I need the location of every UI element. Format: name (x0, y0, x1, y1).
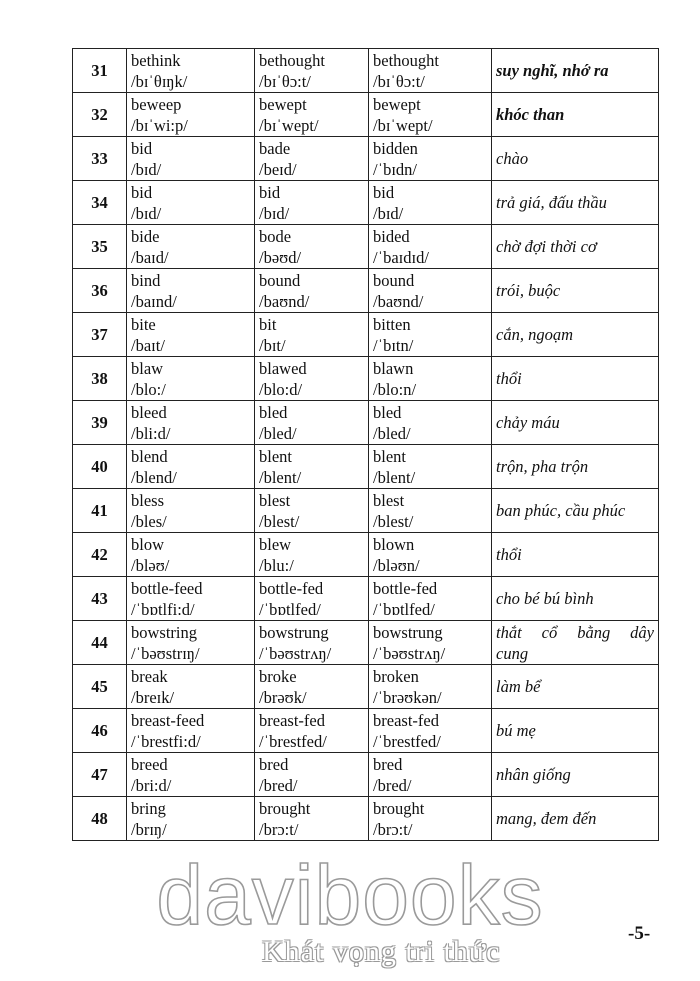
verb-number: 32 (73, 93, 127, 137)
meaning: trói, buộc (492, 269, 659, 313)
past-participle-ipa: /bɪˈθɔ:t/ (373, 71, 425, 91)
past-participle-cell (369, 621, 492, 665)
past-simple-cell (255, 577, 369, 621)
past-participle-cell (369, 533, 492, 577)
past-simple-ipa: /blent/ (259, 467, 302, 487)
past-simple: bowstrung (259, 622, 329, 642)
past-participle: bidden (373, 138, 418, 158)
base-form: bethink (131, 50, 181, 70)
base-form: bid (131, 182, 153, 202)
meaning: bú mẹ (492, 709, 659, 753)
past-simple: blew (259, 534, 292, 554)
slogan: Khát vọng tri thức (262, 935, 501, 968)
verb-number: 43 (73, 577, 127, 621)
base-form-cell (127, 181, 255, 225)
past-participle: bethought (373, 50, 439, 70)
meaning: thổi (492, 357, 659, 401)
meaning: mang, đem đến (492, 797, 659, 841)
past-simple: bode (259, 226, 292, 246)
base-form-ipa: /bɪd/ (131, 159, 162, 179)
past-participle: bewept (373, 94, 421, 114)
verb-number: 45 (73, 665, 127, 709)
past-participle-ipa: /brɔ:t/ (373, 819, 413, 839)
verb-number: 42 (73, 533, 127, 577)
base-form-ipa: /bləʊ/ (131, 555, 170, 575)
meaning: cắn, ngoạm (492, 313, 659, 357)
meaning: trộn, pha trộn (492, 445, 659, 489)
base-form-cell (127, 709, 255, 753)
past-participle: bound (373, 270, 415, 290)
base-form: blow (131, 534, 164, 554)
meaning: trả giá, đấu thầu (492, 181, 659, 225)
past-participle-ipa: /blest/ (373, 511, 414, 531)
table-row (73, 709, 659, 753)
table-row (73, 753, 659, 797)
verb-number: 37 (73, 313, 127, 357)
past-simple-ipa: /bəʊd/ (259, 247, 302, 267)
base-form-ipa: /ˈbəʊstrɪŋ/ (131, 643, 200, 663)
base-form-ipa: /bri:d/ (131, 775, 172, 795)
base-form: bowstring (131, 622, 197, 642)
base-form-ipa: /baɪnd/ (131, 291, 177, 311)
meaning-line-2: cung (496, 643, 529, 663)
past-simple-cell (255, 665, 369, 709)
past-simple: bade (259, 138, 291, 158)
past-participle-cell (369, 709, 492, 753)
past-simple-cell (255, 445, 369, 489)
verb-number: 39 (73, 401, 127, 445)
base-form-ipa: /bɪˈwi:p/ (131, 115, 188, 135)
past-participle: blawn (373, 358, 414, 378)
past-simple-ipa: /brəʊk/ (259, 687, 307, 707)
past-participle-ipa: /bred/ (373, 775, 412, 795)
past-simple-cell (255, 357, 369, 401)
base-form-cell (127, 621, 255, 665)
past-simple-ipa: /ˈbəʊstrʌŋ/ (259, 643, 332, 663)
base-form-ipa: /ˈbrestfi:d/ (131, 731, 201, 751)
past-participle: bottle-fed (373, 578, 438, 598)
meaning: chờ đợi thời cơ (492, 225, 659, 269)
past-simple-cell (255, 137, 369, 181)
past-simple: bid (259, 182, 281, 202)
past-participle-cell (369, 313, 492, 357)
base-form-ipa: /ˈbɒtlfi:d/ (131, 599, 195, 619)
table-row (73, 489, 659, 533)
base-form-ipa: /breɪk/ (131, 687, 175, 707)
base-form-cell (127, 137, 255, 181)
verb-number: 38 (73, 357, 127, 401)
meaning: làm bể (492, 665, 659, 709)
base-form: bite (131, 314, 156, 334)
past-simple-cell (255, 93, 369, 137)
logo-text: davibooks (156, 848, 544, 938)
past-participle-cell (369, 577, 492, 621)
meaning: cho bé bú bình (492, 577, 659, 621)
table-row (73, 137, 659, 181)
base-form-cell (127, 49, 255, 93)
table-row (73, 797, 659, 841)
past-participle-ipa: /ˈbɪtn/ (373, 335, 414, 355)
past-simple-ipa: /blo:d/ (259, 379, 303, 399)
verb-table-body (73, 49, 659, 841)
base-form-cell (127, 313, 255, 357)
base-form-cell (127, 489, 255, 533)
past-participle-cell (369, 797, 492, 841)
past-simple-cell (255, 489, 369, 533)
past-simple: broke (259, 666, 297, 686)
past-participle-cell (369, 401, 492, 445)
past-simple-ipa: /bɪˈθɔ:t/ (259, 71, 311, 91)
past-participle: bred (373, 754, 403, 774)
table-row (73, 621, 659, 665)
page-number: -5- (628, 923, 651, 944)
past-simple-cell (255, 49, 369, 93)
past-participle-ipa: /blo:n/ (373, 379, 417, 399)
past-simple-ipa: /brɔ:t/ (259, 819, 299, 839)
base-form: bid (131, 138, 153, 158)
base-form: bleed (131, 402, 167, 422)
base-form: breast-feed (131, 710, 205, 730)
verb-number: 34 (73, 181, 127, 225)
base-form-cell (127, 93, 255, 137)
base-form: breed (131, 754, 168, 774)
past-participle-ipa: /bled/ (373, 423, 411, 443)
past-simple: bound (259, 270, 301, 290)
verb-number: 35 (73, 225, 127, 269)
past-simple-cell (255, 401, 369, 445)
past-simple: blest (259, 490, 291, 510)
base-form: bring (131, 798, 166, 818)
past-participle-ipa: /blent/ (373, 467, 416, 487)
past-simple-cell (255, 225, 369, 269)
past-simple-ipa: /blest/ (259, 511, 300, 531)
past-simple-ipa: /blu:/ (259, 555, 294, 575)
past-simple-ipa: /beɪd/ (259, 159, 297, 179)
table-row (73, 49, 659, 93)
base-form-ipa: /blo:/ (131, 379, 166, 399)
table-row (73, 665, 659, 709)
past-simple-cell (255, 753, 369, 797)
verb-number: 36 (73, 269, 127, 313)
base-form-ipa: /brɪŋ/ (131, 819, 167, 839)
past-participle-ipa: /ˈbrəʊkən/ (373, 687, 442, 707)
base-form-cell (127, 753, 255, 797)
past-simple-cell (255, 797, 369, 841)
past-participle-cell (369, 665, 492, 709)
past-participle-cell (369, 225, 492, 269)
past-participle-cell (369, 753, 492, 797)
past-participle-cell (369, 137, 492, 181)
base-form-cell (127, 357, 255, 401)
past-participle-cell (369, 489, 492, 533)
past-participle-ipa: /bɪd/ (373, 203, 404, 223)
base-form: bless (131, 490, 164, 510)
past-participle-ipa: /ˈbɒtlfed/ (373, 599, 435, 619)
verb-number: 44 (73, 621, 127, 665)
meaning: thổi (492, 533, 659, 577)
past-simple-ipa: /bɪˈwept/ (259, 115, 319, 135)
base-form: bind (131, 270, 161, 290)
past-simple-ipa: /ˈbrestfed/ (259, 731, 327, 751)
base-form-cell (127, 401, 255, 445)
past-simple: bred (259, 754, 289, 774)
base-form-cell (127, 445, 255, 489)
base-form: bottle-feed (131, 578, 203, 598)
base-form-ipa: /bɪˈθɪŋk/ (131, 71, 188, 91)
past-participle-ipa: /bɪˈwept/ (373, 115, 433, 135)
past-participle: blent (373, 446, 406, 466)
base-form-cell (127, 225, 255, 269)
meaning-line-1: thắt cổ bằng dây (496, 622, 654, 642)
base-form: bide (131, 226, 160, 246)
past-participle-cell (369, 445, 492, 489)
meaning (492, 621, 659, 665)
verb-number: 41 (73, 489, 127, 533)
past-participle-cell (369, 93, 492, 137)
past-participle-ipa: /ˈbəʊstrʌŋ/ (373, 643, 446, 663)
base-form-cell (127, 577, 255, 621)
base-form-ipa: /baɪt/ (131, 335, 165, 355)
past-simple: bewept (259, 94, 307, 114)
past-simple-ipa: /bred/ (259, 775, 298, 795)
past-simple-ipa: /bled/ (259, 423, 297, 443)
past-participle: broken (373, 666, 419, 686)
past-participle-ipa: /ˈbrestfed/ (373, 731, 441, 751)
base-form-ipa: /blend/ (131, 467, 177, 487)
base-form: blaw (131, 358, 164, 378)
meaning: khóc than (492, 93, 659, 137)
base-form-ipa: /bɪd/ (131, 203, 162, 223)
past-simple-cell (255, 621, 369, 665)
past-simple: bit (259, 314, 277, 334)
base-form-cell (127, 665, 255, 709)
verb-number: 40 (73, 445, 127, 489)
past-participle: brought (373, 798, 425, 818)
table-row (73, 269, 659, 313)
base-form-ipa: /bli:d/ (131, 423, 171, 443)
base-form: break (131, 666, 168, 686)
past-simple-cell (255, 181, 369, 225)
past-participle: bled (373, 402, 402, 422)
irregular-verbs-table (72, 48, 659, 841)
base-form-ipa: /baɪd/ (131, 247, 169, 267)
table-row (73, 225, 659, 269)
past-simple-cell (255, 269, 369, 313)
verb-number: 48 (73, 797, 127, 841)
table-row (73, 313, 659, 357)
base-form-cell (127, 797, 255, 841)
table-row (73, 181, 659, 225)
past-participle: bided (373, 226, 410, 246)
base-form-cell (127, 533, 255, 577)
table-row (73, 357, 659, 401)
past-participle: bitten (373, 314, 411, 334)
verb-number: 47 (73, 753, 127, 797)
table-row (73, 93, 659, 137)
past-participle-cell (369, 181, 492, 225)
past-participle: blown (373, 534, 415, 554)
past-participle-cell (369, 49, 492, 93)
meaning: chào (492, 137, 659, 181)
past-simple: blawed (259, 358, 307, 378)
past-participle-cell (369, 357, 492, 401)
past-simple-ipa: /bɪd/ (259, 203, 290, 223)
past-participle: breast-fed (373, 710, 439, 730)
base-form-ipa: /bles/ (131, 511, 167, 531)
past-simple-ipa: /ˈbɒtlfed/ (259, 599, 321, 619)
past-participle: bowstrung (373, 622, 443, 642)
past-participle: bid (373, 182, 395, 202)
past-simple: breast-fed (259, 710, 325, 730)
past-simple: bethought (259, 50, 325, 70)
verb-number: 33 (73, 137, 127, 181)
past-simple-ipa: /bɪt/ (259, 335, 286, 355)
base-form: beweep (131, 94, 182, 114)
meaning: ban phúc, cầu phúc (492, 489, 659, 533)
past-simple: bottle-fed (259, 578, 324, 598)
past-participle-ipa: /ˈbɪdn/ (373, 159, 417, 179)
meaning: chảy máu (492, 401, 659, 445)
past-simple-cell (255, 709, 369, 753)
meaning: suy nghĩ, nhớ ra (492, 49, 659, 93)
past-simple: bled (259, 402, 288, 422)
davibooks-logo (150, 848, 550, 938)
past-simple-cell (255, 313, 369, 357)
table-row (73, 445, 659, 489)
past-simple: brought (259, 798, 311, 818)
base-form-cell (127, 269, 255, 313)
past-participle-ipa: /bləʊn/ (373, 555, 420, 575)
table-row (73, 401, 659, 445)
past-participle-cell (369, 269, 492, 313)
past-simple-ipa: /baʊnd/ (259, 291, 310, 311)
past-participle: blest (373, 490, 405, 510)
past-simple-cell (255, 533, 369, 577)
base-form: blend (131, 446, 168, 466)
past-participle-ipa: /ˈbaɪdɪd/ (373, 247, 429, 267)
meaning: nhân giống (492, 753, 659, 797)
table-row (73, 577, 659, 621)
verb-number: 31 (73, 49, 127, 93)
verb-number: 46 (73, 709, 127, 753)
past-participle-ipa: /baʊnd/ (373, 291, 424, 311)
past-simple: blent (259, 446, 292, 466)
table-row (73, 533, 659, 577)
